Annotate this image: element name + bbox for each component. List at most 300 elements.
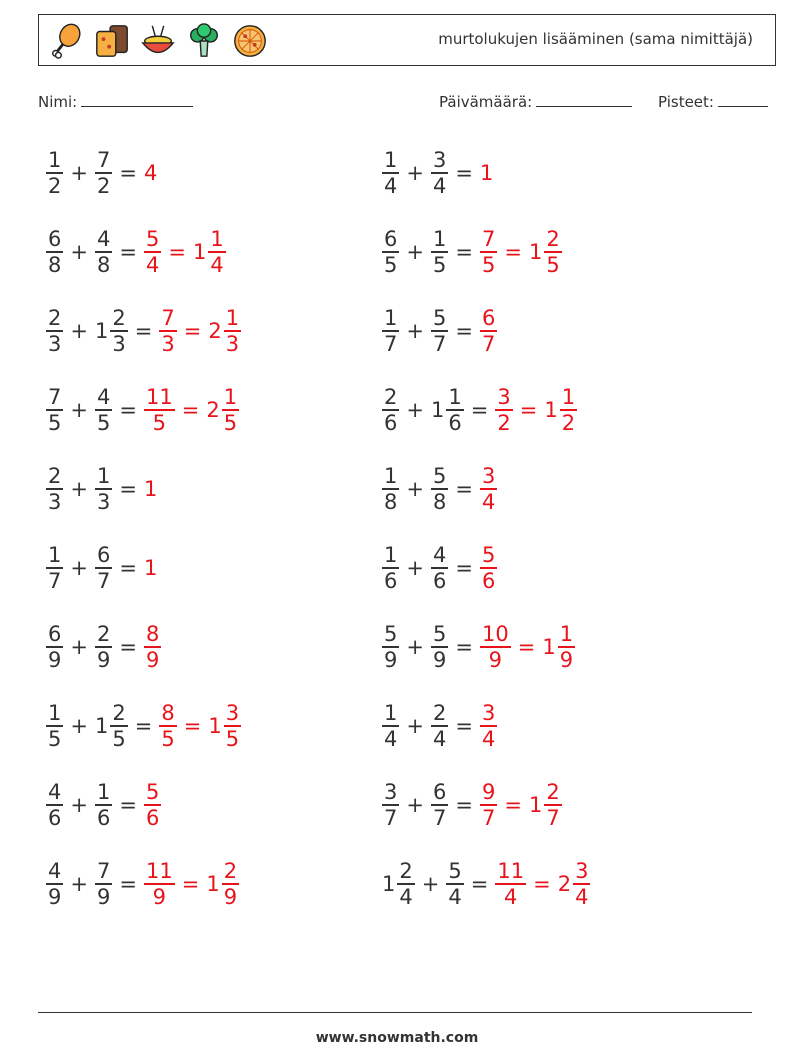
addend-a bbox=[44, 701, 65, 751]
toast-icon bbox=[93, 21, 131, 61]
answer-sum bbox=[478, 306, 499, 356]
fraction bbox=[558, 622, 575, 672]
fraction bbox=[382, 306, 399, 356]
plus-sign: + bbox=[406, 161, 424, 185]
numerator: 1 bbox=[384, 464, 398, 489]
denominator: 9 bbox=[48, 647, 62, 672]
plus-sign: + bbox=[70, 872, 88, 896]
fraction bbox=[46, 701, 63, 751]
addend-b bbox=[93, 780, 114, 830]
denominator: 5 bbox=[96, 410, 111, 435]
numerator: 1 bbox=[432, 227, 447, 252]
denominator: 4 bbox=[481, 489, 496, 514]
answer-sum bbox=[142, 622, 163, 672]
fraction bbox=[480, 543, 497, 593]
denominator: 7 bbox=[384, 805, 398, 830]
addend-b bbox=[93, 701, 130, 751]
plus-sign: + bbox=[70, 398, 88, 422]
equals-sign: = bbox=[455, 477, 473, 501]
addend-b bbox=[429, 148, 450, 198]
problem-8 bbox=[380, 380, 579, 440]
fraction bbox=[46, 227, 63, 277]
equals-sign: = bbox=[470, 872, 489, 896]
numerator: 3 bbox=[575, 859, 589, 884]
plus-sign: + bbox=[70, 240, 88, 264]
fraction bbox=[110, 701, 127, 751]
fraction bbox=[544, 227, 561, 277]
fraction bbox=[431, 464, 448, 514]
addend-a bbox=[380, 385, 401, 435]
whole-number: 1 bbox=[94, 714, 109, 738]
numerator: 7 bbox=[481, 227, 496, 252]
denominator: 2 bbox=[48, 173, 62, 198]
denominator: 4 bbox=[481, 726, 496, 751]
answer-sum bbox=[142, 556, 157, 580]
denominator: 9 bbox=[96, 647, 111, 672]
numerator: 4 bbox=[48, 780, 62, 805]
equals-sign: = bbox=[134, 319, 153, 343]
answer-sum bbox=[478, 227, 499, 277]
numerator: 1 bbox=[384, 306, 398, 331]
numerator: 2 bbox=[48, 464, 62, 489]
answer-mixed bbox=[204, 385, 241, 435]
addend-b bbox=[444, 859, 465, 909]
fraction bbox=[224, 306, 241, 356]
answer-equals-sign: = bbox=[183, 319, 202, 343]
problem-14 bbox=[380, 617, 577, 677]
denominator: 7 bbox=[432, 331, 447, 356]
addend-a bbox=[380, 701, 401, 751]
score-field bbox=[658, 92, 768, 111]
answer bbox=[142, 556, 157, 580]
addend-a bbox=[44, 148, 65, 198]
addend-b bbox=[93, 385, 114, 435]
numerator: 1 bbox=[223, 385, 238, 410]
score-label: Pisteet: bbox=[658, 93, 714, 111]
equals-sign: = bbox=[455, 635, 473, 659]
denominator: 6 bbox=[48, 805, 62, 830]
answer-sum bbox=[478, 161, 493, 185]
numerator: 5 bbox=[432, 464, 447, 489]
plus-sign: + bbox=[421, 872, 440, 896]
score-line bbox=[718, 92, 768, 107]
problem-11 bbox=[44, 538, 157, 598]
numerator: 11 bbox=[145, 385, 173, 410]
fraction bbox=[431, 148, 448, 198]
denominator: 9 bbox=[145, 647, 160, 672]
numerator: 2 bbox=[48, 306, 62, 331]
denominator: 5 bbox=[225, 726, 240, 751]
numerator: 1 bbox=[448, 385, 462, 410]
fraction bbox=[431, 227, 448, 277]
addend-b bbox=[93, 622, 114, 672]
addend-b bbox=[93, 227, 114, 277]
denominator: 9 bbox=[48, 884, 62, 909]
plus-sign: + bbox=[70, 635, 88, 659]
addend-a bbox=[380, 306, 401, 356]
problem-12 bbox=[380, 538, 499, 598]
answer-sum bbox=[142, 859, 177, 909]
problem-1 bbox=[44, 143, 157, 203]
date-field bbox=[439, 92, 632, 111]
denominator: 3 bbox=[225, 331, 240, 356]
plus-sign: + bbox=[406, 477, 424, 501]
worksheet-header bbox=[38, 14, 776, 66]
answer bbox=[142, 622, 163, 672]
numerator: 4 bbox=[96, 385, 111, 410]
addend-a bbox=[380, 464, 401, 514]
numerator: 3 bbox=[384, 780, 398, 805]
numerator: 6 bbox=[96, 543, 111, 568]
addend-b bbox=[429, 385, 466, 435]
fraction bbox=[144, 859, 175, 909]
answer-mixed bbox=[206, 701, 243, 751]
denominator: 7 bbox=[48, 568, 62, 593]
numerator: 1 bbox=[96, 464, 111, 489]
answer bbox=[157, 306, 243, 356]
plus-sign: + bbox=[406, 635, 424, 659]
numerator: 1 bbox=[48, 148, 62, 173]
denominator: 9 bbox=[152, 884, 167, 909]
answer-sum bbox=[478, 543, 499, 593]
denominator: 3 bbox=[161, 331, 175, 356]
footer-divider bbox=[38, 1012, 752, 1013]
answer-equals-sign: = bbox=[517, 635, 536, 659]
whole-number: 1 bbox=[430, 398, 445, 422]
denominator: 6 bbox=[481, 568, 496, 593]
denominator: 7 bbox=[481, 805, 496, 830]
denominator: 4 bbox=[448, 884, 462, 909]
numerator: 2 bbox=[384, 385, 398, 410]
fraction bbox=[95, 385, 112, 435]
answer bbox=[157, 701, 243, 751]
numerator: 7 bbox=[48, 385, 62, 410]
denominator: 5 bbox=[161, 726, 175, 751]
plus-sign: + bbox=[406, 240, 424, 264]
numerator: 1 bbox=[559, 622, 574, 647]
numerator: 2 bbox=[432, 701, 447, 726]
addend-b bbox=[93, 464, 114, 514]
numerator: 10 bbox=[481, 622, 509, 647]
fraction bbox=[480, 780, 497, 830]
plus-sign: + bbox=[70, 319, 88, 343]
numerator: 2 bbox=[96, 622, 111, 647]
whole-number: 1 bbox=[143, 477, 158, 501]
fraction bbox=[46, 543, 63, 593]
fraction bbox=[95, 227, 112, 277]
numerator: 7 bbox=[96, 859, 111, 884]
denominator: 3 bbox=[96, 489, 111, 514]
fraction bbox=[446, 385, 463, 435]
answer bbox=[478, 701, 499, 751]
numerator: 3 bbox=[481, 701, 496, 726]
denominator: 9 bbox=[488, 647, 503, 672]
fraction bbox=[544, 780, 561, 830]
denominator: 2 bbox=[96, 173, 111, 198]
answer bbox=[493, 385, 579, 435]
fraction bbox=[480, 227, 497, 277]
fraction bbox=[431, 543, 448, 593]
addend-b bbox=[93, 543, 114, 593]
whole-number: 2 bbox=[206, 398, 220, 422]
addend-a bbox=[44, 859, 65, 909]
numerator: 8 bbox=[161, 701, 175, 726]
addend-b bbox=[93, 306, 130, 356]
numerator: 6 bbox=[48, 622, 62, 647]
plus-sign: + bbox=[70, 556, 88, 580]
denominator: 6 bbox=[96, 805, 111, 830]
equals-sign: = bbox=[119, 793, 137, 817]
fraction bbox=[95, 148, 112, 198]
numerator: 2 bbox=[112, 701, 126, 726]
addend-b bbox=[429, 780, 450, 830]
addend-a bbox=[44, 385, 65, 435]
denominator: 4 bbox=[210, 252, 224, 277]
answer bbox=[142, 161, 157, 185]
whole-number: 1 bbox=[208, 714, 222, 738]
problem-10 bbox=[380, 459, 499, 519]
denominator: 7 bbox=[481, 331, 496, 356]
fraction bbox=[446, 859, 463, 909]
denominator: 5 bbox=[112, 726, 126, 751]
equals-sign: = bbox=[119, 398, 137, 422]
name-field bbox=[38, 92, 193, 111]
addend-a bbox=[44, 780, 65, 830]
addend-a bbox=[44, 543, 65, 593]
whole-number: 1 bbox=[528, 793, 543, 817]
problem-9 bbox=[44, 459, 157, 519]
denominator: 2 bbox=[561, 410, 576, 435]
numerator: 11 bbox=[497, 859, 525, 884]
equals-sign: = bbox=[119, 477, 137, 501]
fraction bbox=[95, 859, 112, 909]
denominator: 9 bbox=[384, 647, 398, 672]
plus-sign: + bbox=[406, 398, 424, 422]
answer-sum bbox=[157, 306, 178, 356]
plus-sign: + bbox=[406, 556, 424, 580]
numerator: 1 bbox=[561, 385, 576, 410]
answer-equals-sign: = bbox=[183, 714, 202, 738]
numerator: 7 bbox=[96, 148, 111, 173]
equals-sign: = bbox=[455, 714, 473, 738]
denominator: 8 bbox=[432, 489, 447, 514]
numerator: 2 bbox=[399, 859, 413, 884]
answer-sum bbox=[493, 859, 528, 909]
fraction bbox=[110, 306, 127, 356]
addend-b bbox=[429, 464, 450, 514]
numerator: 5 bbox=[145, 227, 160, 252]
numerator: 1 bbox=[225, 306, 240, 331]
answer-equals-sign: = bbox=[504, 240, 522, 264]
plus-sign: + bbox=[406, 319, 424, 343]
broccoli-icon bbox=[185, 21, 223, 61]
fraction bbox=[144, 780, 161, 830]
numerator: 1 bbox=[48, 543, 62, 568]
answer-mixed bbox=[527, 227, 564, 277]
fraction bbox=[382, 543, 399, 593]
fraction bbox=[480, 622, 511, 672]
fraction bbox=[495, 385, 512, 435]
equals-sign: = bbox=[455, 556, 473, 580]
addend-b bbox=[429, 622, 450, 672]
fraction bbox=[382, 464, 399, 514]
numerator: 3 bbox=[497, 385, 511, 410]
answer bbox=[493, 859, 592, 909]
answer bbox=[478, 780, 564, 830]
denominator: 7 bbox=[432, 805, 447, 830]
denominator: 6 bbox=[384, 410, 398, 435]
pizza-icon bbox=[231, 21, 269, 61]
answer-equals-sign: = bbox=[181, 872, 200, 896]
problem-17 bbox=[44, 775, 163, 835]
answer-sum bbox=[478, 701, 499, 751]
addend-a bbox=[380, 227, 401, 277]
numerator: 1 bbox=[384, 543, 398, 568]
equals-sign: = bbox=[470, 398, 489, 422]
fraction bbox=[382, 227, 399, 277]
problem-19 bbox=[44, 854, 241, 914]
fraction bbox=[46, 385, 63, 435]
fraction bbox=[144, 622, 161, 672]
whole-number: 2 bbox=[557, 872, 572, 896]
equals-sign: = bbox=[119, 872, 137, 896]
addend-b bbox=[429, 701, 450, 751]
denominator: 5 bbox=[48, 410, 62, 435]
fraction bbox=[222, 385, 239, 435]
numerator: 5 bbox=[448, 859, 462, 884]
fraction bbox=[159, 701, 176, 751]
problem-16 bbox=[380, 696, 499, 756]
problem-4 bbox=[380, 222, 564, 282]
numerator: 5 bbox=[432, 306, 447, 331]
addend-a bbox=[44, 622, 65, 672]
addend-a bbox=[380, 622, 401, 672]
denominator: 5 bbox=[432, 252, 447, 277]
fraction bbox=[495, 859, 526, 909]
fraction bbox=[46, 464, 63, 514]
addend-a bbox=[380, 780, 401, 830]
denominator: 3 bbox=[112, 331, 126, 356]
plus-sign: + bbox=[70, 793, 88, 817]
numerator: 4 bbox=[432, 543, 447, 568]
denominator: 3 bbox=[48, 489, 62, 514]
denominator: 7 bbox=[96, 568, 111, 593]
answer bbox=[142, 227, 228, 277]
whole-number: 1 bbox=[192, 240, 207, 264]
numerator: 4 bbox=[96, 227, 111, 252]
fraction bbox=[46, 780, 63, 830]
numerator: 9 bbox=[481, 780, 496, 805]
answer-mixed bbox=[191, 227, 228, 277]
denominator: 4 bbox=[384, 726, 398, 751]
whole-number: 4 bbox=[143, 161, 158, 185]
numerator: 1 bbox=[48, 701, 62, 726]
fraction bbox=[222, 859, 239, 909]
whole-number: 2 bbox=[208, 319, 222, 343]
problem-20 bbox=[380, 854, 592, 914]
header-icons bbox=[47, 21, 269, 61]
answer-sum bbox=[493, 385, 514, 435]
fraction bbox=[431, 306, 448, 356]
denominator: 4 bbox=[399, 884, 413, 909]
answer-sum bbox=[478, 622, 513, 672]
denominator: 6 bbox=[432, 568, 447, 593]
addend-a bbox=[44, 227, 65, 277]
numerator: 2 bbox=[223, 859, 238, 884]
denominator: 4 bbox=[432, 726, 447, 751]
numerator: 1 bbox=[384, 148, 398, 173]
denominator: 9 bbox=[559, 647, 574, 672]
whole-number: 1 bbox=[94, 319, 109, 343]
answer-sum bbox=[142, 780, 163, 830]
fraction bbox=[144, 385, 175, 435]
denominator: 6 bbox=[384, 568, 398, 593]
equals-sign: = bbox=[455, 319, 473, 343]
addend-a bbox=[44, 464, 65, 514]
answer-mixed bbox=[542, 385, 579, 435]
fraction bbox=[480, 306, 497, 356]
whole-number: 1 bbox=[382, 872, 396, 896]
fraction bbox=[144, 227, 161, 277]
answer-equals-sign: = bbox=[504, 793, 522, 817]
numerator: 5 bbox=[384, 622, 398, 647]
fraction bbox=[46, 306, 63, 356]
denominator: 3 bbox=[48, 331, 62, 356]
numerator: 3 bbox=[432, 148, 447, 173]
answer-mixed bbox=[206, 306, 243, 356]
problem-3 bbox=[44, 222, 228, 282]
answer-sum bbox=[142, 385, 177, 435]
answer bbox=[478, 622, 577, 672]
denominator: 4 bbox=[504, 884, 518, 909]
answer-equals-sign: = bbox=[519, 398, 538, 422]
answer-sum bbox=[142, 227, 163, 277]
worksheet-title: murtolukujen lisääminen (sama nimittäjä) bbox=[438, 30, 753, 48]
addend-b bbox=[429, 543, 450, 593]
fraction bbox=[95, 543, 112, 593]
numerator: 6 bbox=[384, 227, 398, 252]
denominator: 8 bbox=[384, 489, 398, 514]
fraction bbox=[208, 227, 225, 277]
whole-number: 1 bbox=[544, 398, 558, 422]
answer-equals-sign: = bbox=[533, 872, 551, 896]
answer-sum bbox=[478, 464, 499, 514]
fraction bbox=[382, 780, 399, 830]
denominator: 5 bbox=[481, 252, 496, 277]
fraction bbox=[95, 622, 112, 672]
answer-sum bbox=[157, 701, 178, 751]
answer bbox=[478, 161, 493, 185]
fraction bbox=[95, 464, 112, 514]
footer-url: www.snowmath.com bbox=[315, 1030, 479, 1046]
numerator: 2 bbox=[112, 306, 126, 331]
plus-sign: + bbox=[70, 714, 88, 738]
fraction bbox=[382, 385, 399, 435]
numerator: 5 bbox=[432, 622, 447, 647]
denominator: 7 bbox=[384, 331, 398, 356]
denominator: 4 bbox=[145, 252, 160, 277]
numerator: 6 bbox=[48, 227, 62, 252]
fraction bbox=[46, 859, 63, 909]
fraction bbox=[431, 780, 448, 830]
whole-number: 1 bbox=[528, 240, 543, 264]
equals-sign: = bbox=[119, 556, 137, 580]
denominator: 5 bbox=[223, 410, 238, 435]
answer-mixed bbox=[527, 780, 564, 830]
denominator: 5 bbox=[48, 726, 62, 751]
problem-7 bbox=[44, 380, 241, 440]
answer-mixed bbox=[540, 622, 577, 672]
